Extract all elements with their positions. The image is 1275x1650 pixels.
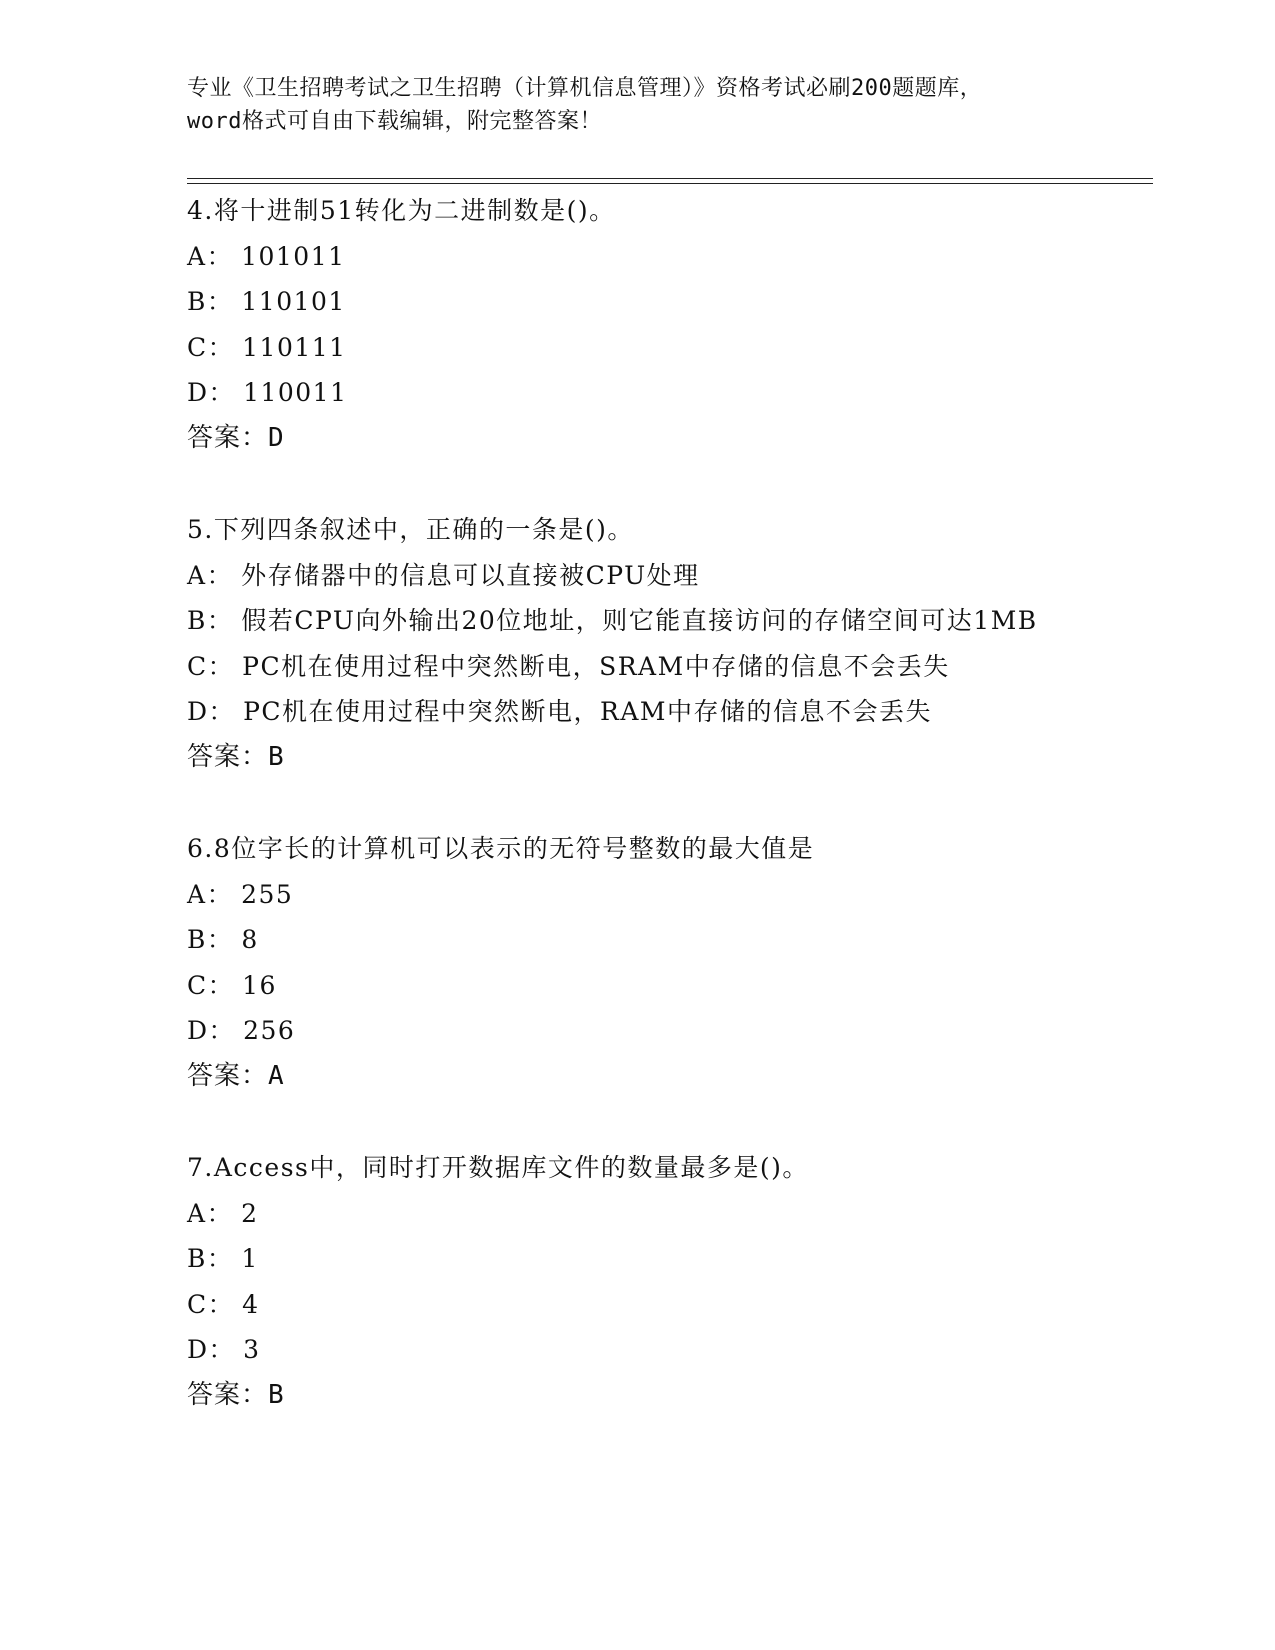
option-a: A： 2	[187, 1191, 1187, 1237]
answer-label: 答案：	[187, 741, 269, 772]
option-key: A	[187, 1198, 207, 1228]
option-key: B	[187, 925, 207, 954]
option-key: C	[187, 651, 208, 681]
question-stem: 5.下列四条叙述中，正确的一条是()。	[187, 515, 634, 544]
option-text: PC机在使用过程中突然断电，RAM中存储的信息不会丢失	[243, 697, 932, 726]
header-divider-top	[187, 178, 1153, 179]
header-line-2: word格式可自由下载编辑，附完整答案！	[187, 109, 602, 134]
option-a: A： 255	[187, 872, 1187, 918]
option-text: 2	[241, 1198, 259, 1228]
option-key: D	[187, 1016, 209, 1045]
question-item	[187, 507, 1187, 780]
option-key: B	[187, 1244, 207, 1273]
answer-value: B	[268, 1379, 285, 1410]
option-key: C	[187, 1289, 208, 1319]
answer-value: B	[268, 741, 285, 772]
question-item	[187, 188, 1187, 461]
option-key: B	[187, 606, 207, 635]
option-d: D： 110011	[187, 370, 1187, 416]
option-d: D： 3	[187, 1327, 1187, 1373]
answer-value: A	[268, 1060, 285, 1091]
option-text: 110111	[242, 332, 347, 362]
option-text: 假若CPU向外输出20位地址，则它能直接访问的存储空间可达1MB	[241, 606, 1038, 635]
option-text: 3	[243, 1335, 261, 1364]
option-text: 16	[242, 970, 277, 1000]
option-key: D	[187, 378, 209, 407]
option-key: A	[187, 560, 207, 590]
option-text: 256	[243, 1016, 296, 1045]
answer-label: 答案：	[187, 1379, 269, 1410]
option-key: D	[187, 1335, 209, 1364]
option-key: D	[187, 697, 209, 726]
option-key: C	[187, 970, 208, 1000]
option-a: A： 101011	[187, 234, 1187, 280]
option-key: B	[187, 287, 207, 316]
option-text: 110101	[241, 287, 346, 316]
option-key: A	[187, 241, 207, 271]
answer-label: 答案：	[187, 1060, 269, 1091]
option-b: B： 110101	[187, 279, 1187, 325]
question-item	[187, 826, 1187, 1099]
option-a: A： 外存储器中的信息可以直接被CPU处理	[187, 553, 1187, 599]
option-text: 1	[241, 1244, 259, 1273]
option-text: PC机在使用过程中突然断电，SRAM中存储的信息不会丢失	[242, 651, 950, 681]
header-line-1: 专业《卫生招聘考试之卫生招聘（计算机信息管理）》资格考试必刷200题题库，	[187, 76, 983, 101]
option-b: B： 8	[187, 917, 1187, 963]
option-key: A	[187, 879, 207, 909]
answer-value: D	[268, 422, 285, 453]
question-stem: 7.Access中，同时打开数据库文件的数量最多是()。	[187, 1153, 809, 1182]
answer-line	[187, 1373, 1187, 1419]
document-header	[187, 72, 1087, 138]
answer-line	[187, 735, 1187, 781]
question-list	[187, 188, 1187, 1464]
option-text: 255	[241, 879, 294, 909]
answer-label: 答案：	[187, 422, 269, 453]
option-b: B： 1	[187, 1236, 1187, 1282]
option-c: C： 4	[187, 1282, 1187, 1328]
option-text: 外存储器中的信息可以直接被CPU处理	[241, 560, 700, 590]
option-text: 4	[242, 1289, 260, 1319]
option-d: D： 256	[187, 1008, 1187, 1054]
option-d: D： PC机在使用过程中突然断电，RAM中存储的信息不会丢失	[187, 689, 1187, 735]
option-text: 110011	[243, 378, 348, 407]
answer-line	[187, 416, 1187, 462]
option-text: 101011	[241, 241, 346, 271]
option-key: C	[187, 332, 208, 362]
option-c: C： 110111	[187, 325, 1187, 371]
option-text: 8	[241, 925, 259, 954]
header-divider-bottom	[187, 183, 1153, 184]
option-b: B： 假若CPU向外输出20位地址，则它能直接访问的存储空间可达1MB	[187, 598, 1187, 644]
option-c: C： 16	[187, 963, 1187, 1009]
answer-line	[187, 1054, 1187, 1100]
option-c: C： PC机在使用过程中突然断电，SRAM中存储的信息不会丢失	[187, 644, 1187, 690]
question-stem: 4.将十进制51转化为二进制数是()。	[187, 196, 616, 225]
question-stem: 6.8位字长的计算机可以表示的无符号整数的最大值是	[187, 834, 815, 863]
question-item	[187, 1145, 1187, 1418]
